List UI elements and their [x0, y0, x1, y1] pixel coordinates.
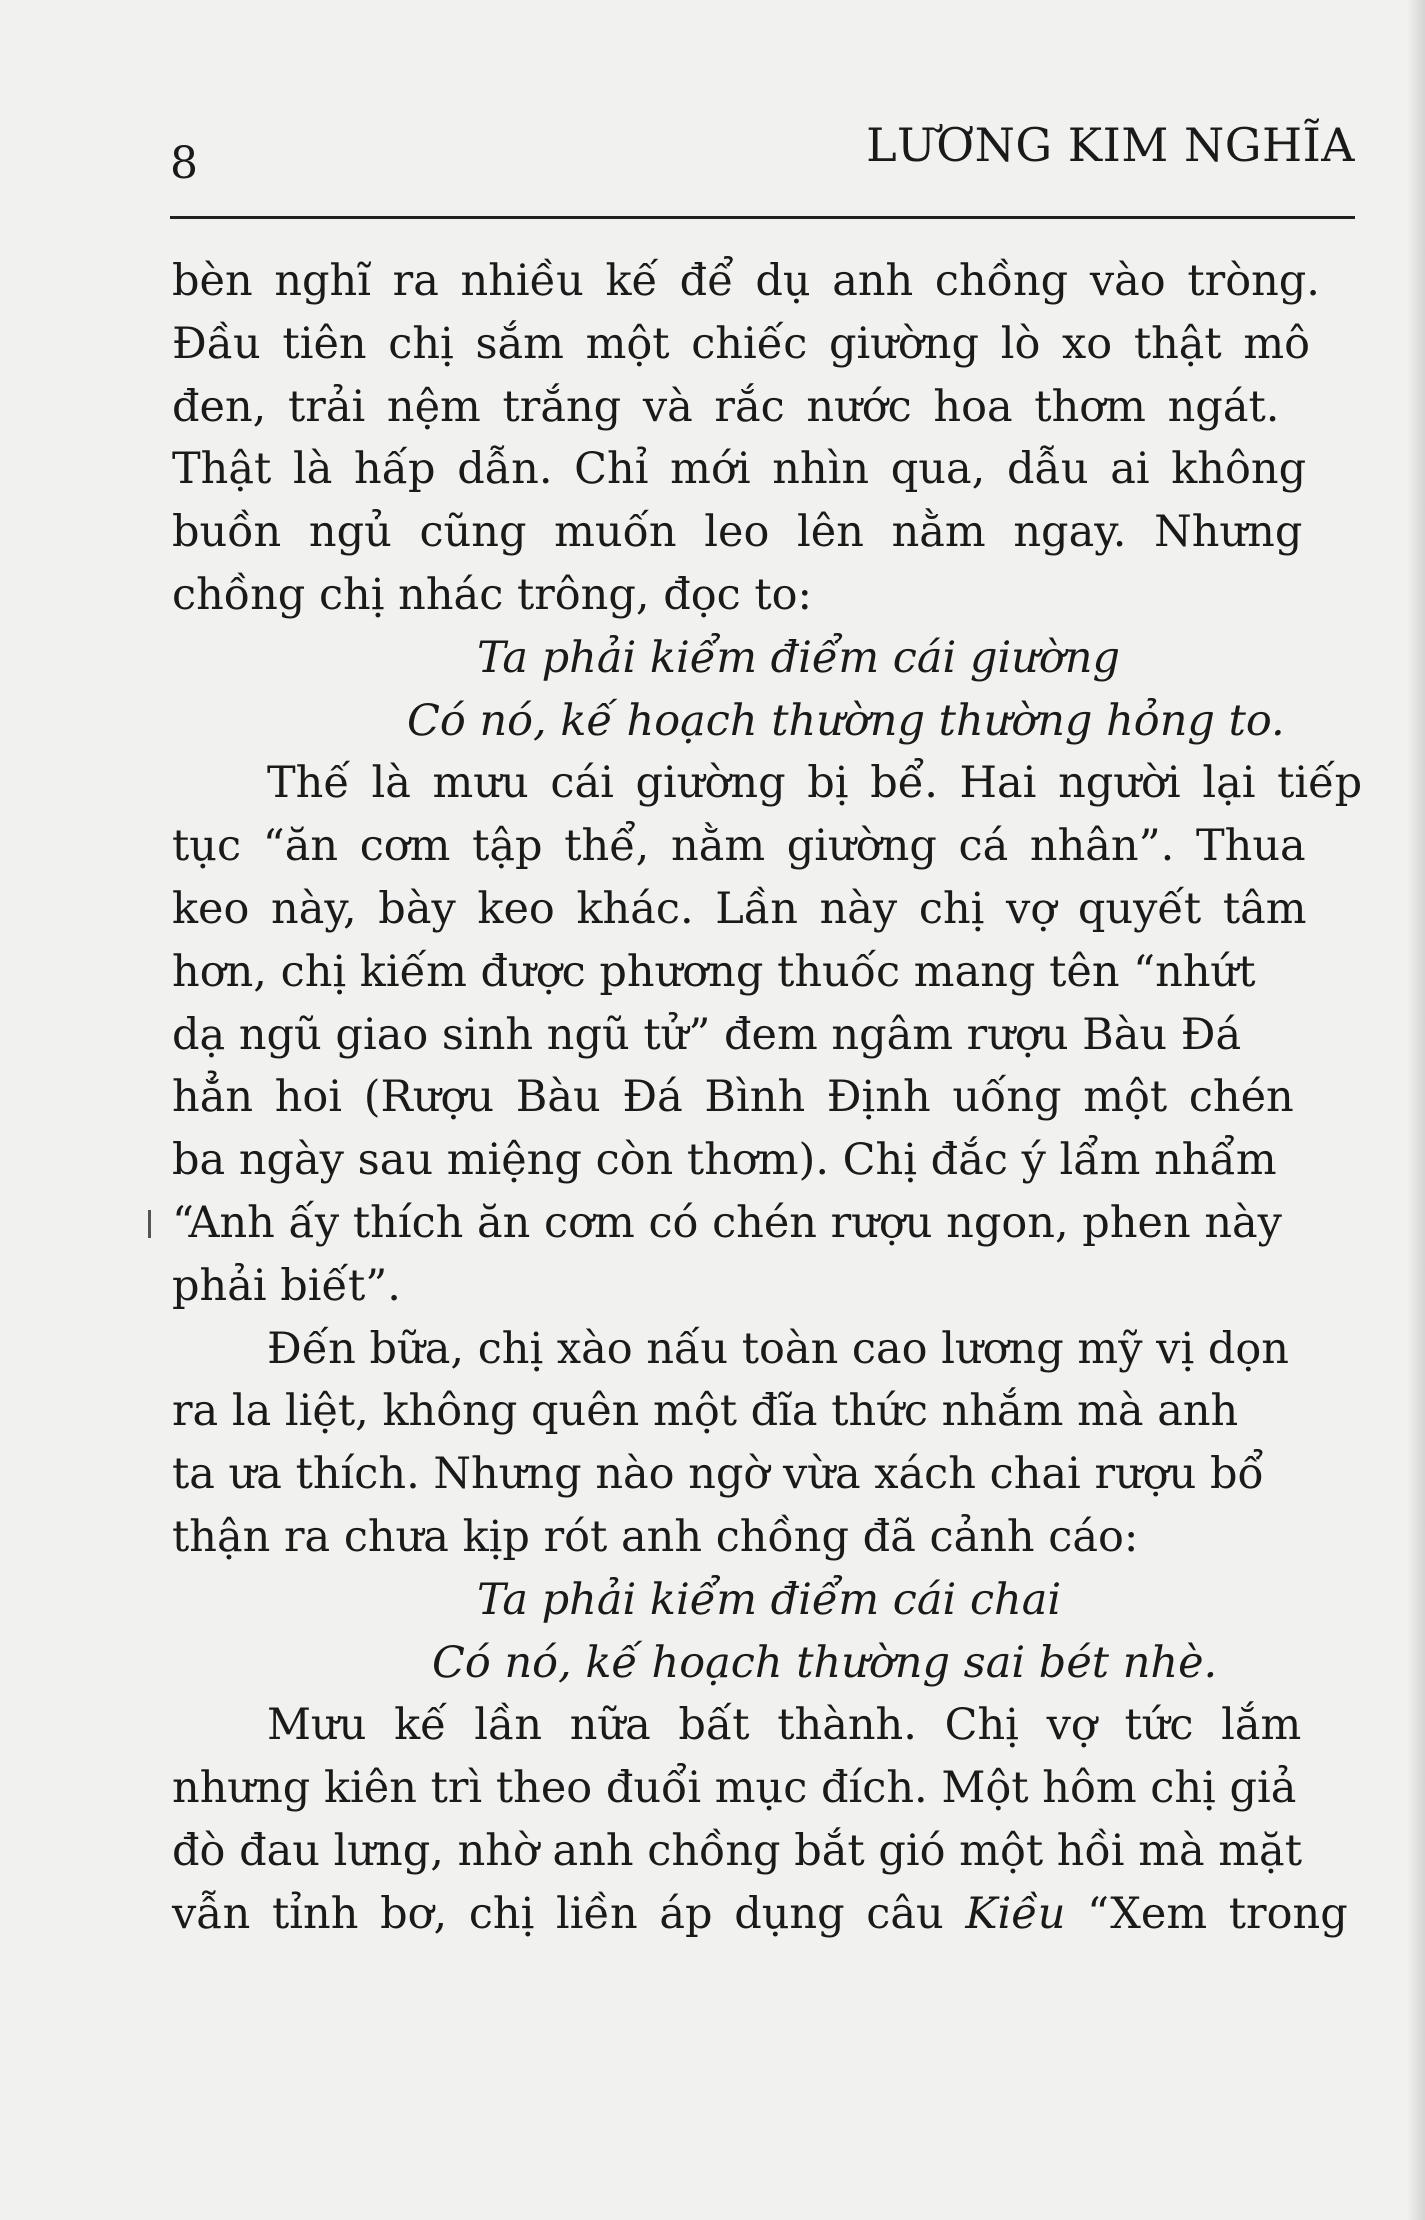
text-line: Thế là mưu cái giường bị bể. Hai người lại tiếp — [267, 758, 1363, 809]
text-line: Mưu kế lần nữa bất thành. Chị vợ tức lắm — [267, 1700, 1302, 1751]
text-line: đen, trải nệm trắng và rắc nước hoa thơm ngát. — [172, 381, 1280, 432]
running-head: LƯƠNG KIM NGHĨA — [866, 118, 1355, 172]
text-line: Đầu tiên chị sắm một chiếc giường lò xo thật mô — [172, 318, 1311, 369]
body-text — [172, 250, 1400, 1946]
text-line: buồn ngủ cũng muốn leo lên nằm ngay. Nhưng — [172, 507, 1303, 558]
text-line: Đến bữa, chị xào nấu toàn cao lương mỹ vị dọn — [267, 1323, 1289, 1374]
verse-line: Ta phải kiểm điểm cái giường — [477, 632, 1121, 683]
text-line: hẳn hoi (Rượu Bàu Đá Bình Định uống một chén — [172, 1072, 1294, 1123]
text-line: tục “ăn cơm tập thể, nằm giường cá nhân”. Thua — [172, 821, 1306, 872]
text-line: chồng chị nhác trông, đọc to: — [172, 569, 813, 620]
page-edge-shadow — [1407, 0, 1425, 2220]
text-line: keo này, bày keo khác. Lần này chị vợ quyết tâm — [172, 883, 1307, 934]
book-title-kieu: Kiều — [965, 1888, 1066, 1939]
margin-mark — [148, 1210, 151, 1238]
text-line: đò đau lưng, nhờ anh chồng bắt gió một hồi mà mặt — [172, 1825, 1302, 1876]
verse-line: Có nó, kế hoạch thường thường hỏng to. — [407, 695, 1285, 746]
text-line: thận ra chưa kịp rót anh chồng đã cảnh cáo: — [172, 1511, 1139, 1562]
page-header — [170, 118, 1355, 198]
text-fragment: “Xem trong — [1087, 1888, 1348, 1939]
text-line — [172, 1883, 1400, 1946]
verse-line: Có nó, kế hoạch thường sai bét nhè. — [432, 1637, 1218, 1688]
text-line: ta ưa thích. Nhưng nào ngờ vừa xách chai rượu bổ — [172, 1449, 1264, 1500]
header-rule — [170, 216, 1355, 219]
text-line: ra la liệt, không quên một đĩa thức nhắm mà anh — [172, 1386, 1239, 1437]
text-line: bèn nghĩ ra nhiều kế để dụ anh chồng vào tròng. — [172, 256, 1320, 306]
page-number: 8 — [170, 138, 198, 189]
text-line: “Anh ấy thích ăn cơm có chén rượu ngon, phen này — [172, 1197, 1282, 1248]
text-line: Thật là hấp dẫn. Chỉ mới nhìn qua, dẫu ai không — [172, 444, 1307, 495]
text-line: hơn, chị kiếm được phương thuốc mang tên “nhứt — [172, 946, 1256, 997]
text-line: ba ngày sau miệng còn thơm). Chị đắc ý lẩm nhẩm — [172, 1135, 1277, 1186]
text-line: phải biết”. — [172, 1260, 401, 1311]
text-fragment: vẫn tỉnh bơ, chị liền áp dụng câu — [172, 1888, 944, 1939]
verse-line: Ta phải kiểm điểm cái chai — [477, 1574, 1062, 1625]
text-line: nhưng kiên trì theo đuổi mục đích. Một hôm chị giả — [172, 1763, 1297, 1814]
text-line: dạ ngũ giao sinh ngũ tử” đem ngâm rượu Bàu Đá — [172, 1009, 1242, 1060]
